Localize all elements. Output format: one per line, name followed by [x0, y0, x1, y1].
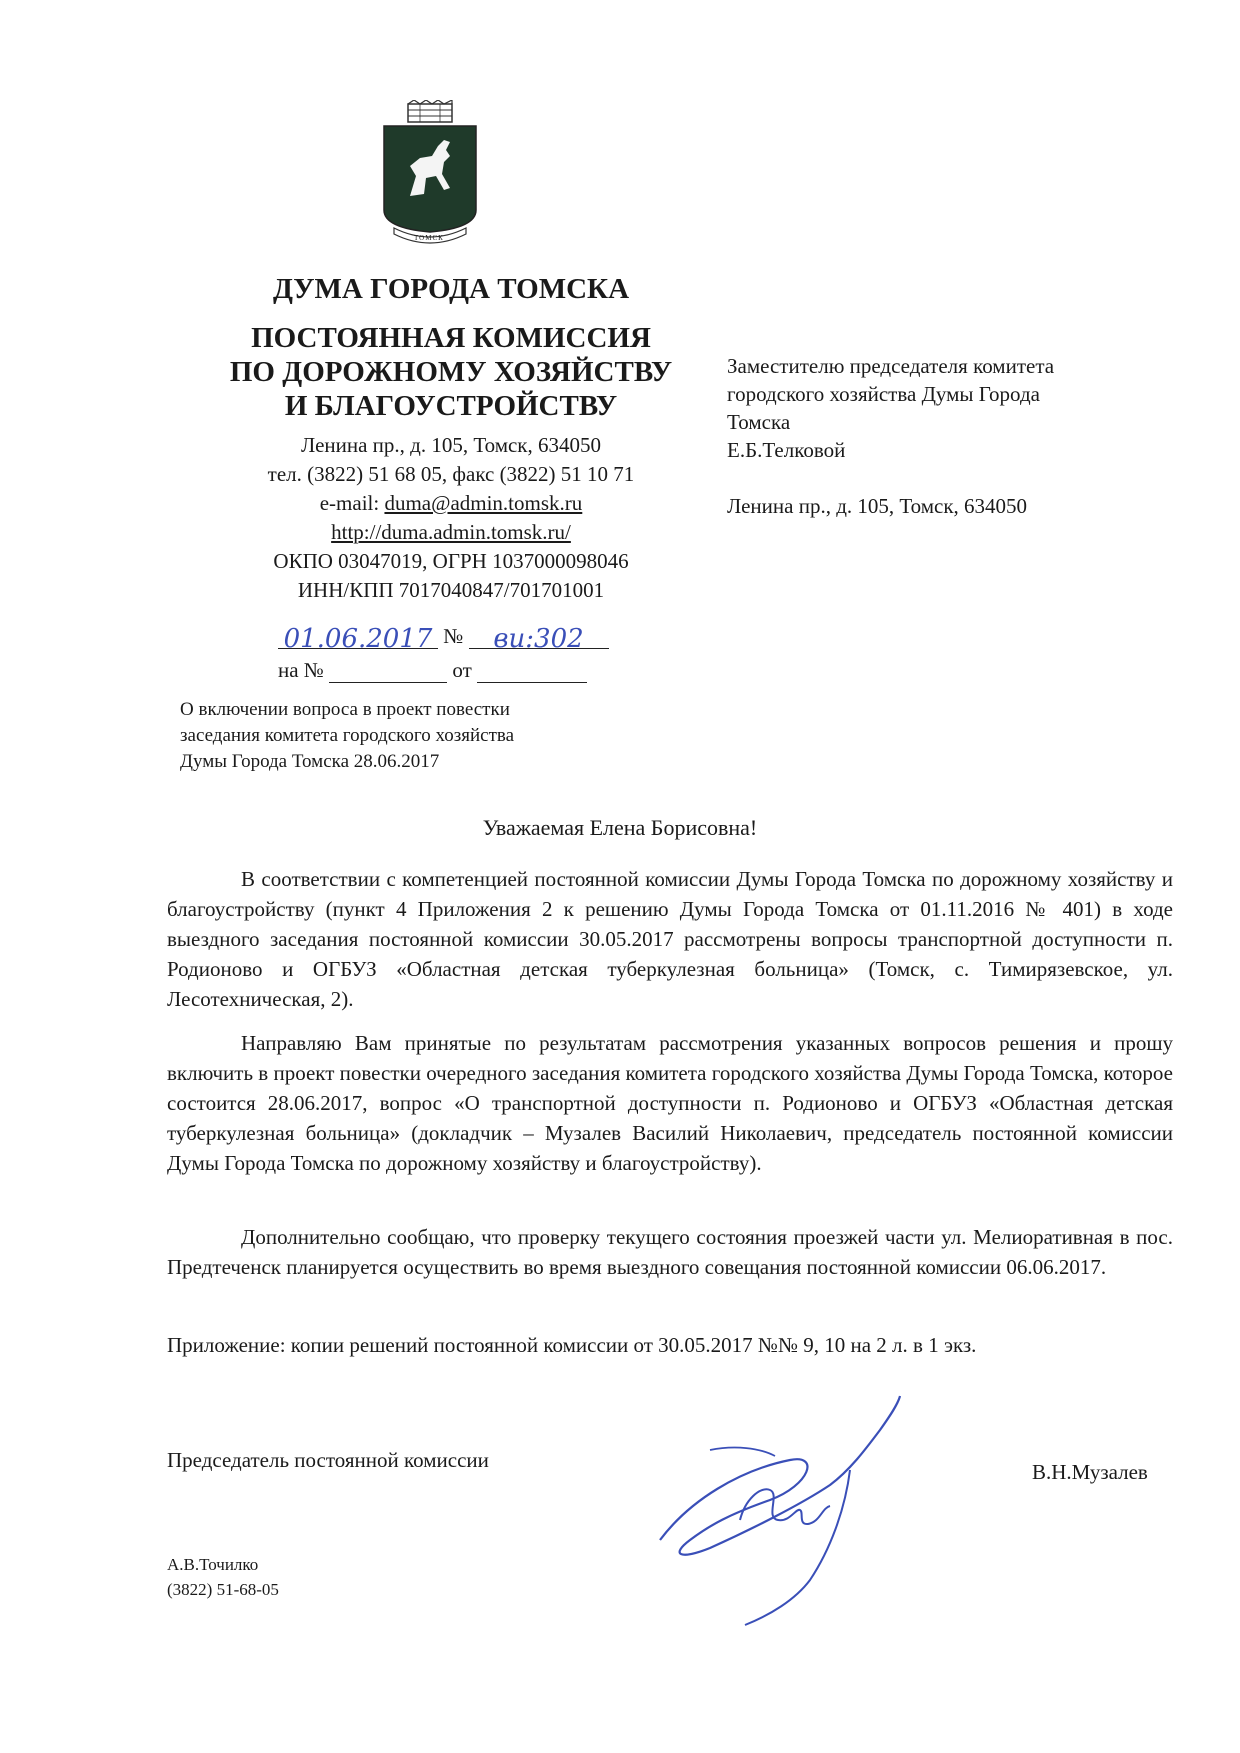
body-paragraph-3: Дополнительно сообщаю, что проверку текущего состояния проезжей части ул. Мелиоративная в пос. Предтеченск планируется осуществить во время выездного совещания постоянной комиссии 06.06.2017. — [167, 1225, 1173, 1279]
sender-address-block — [206, 431, 696, 605]
letter-subject: О включении вопроса в проект повестки заседания комитета городского хозяйства Думы Города Томска 28.06.2017 — [180, 699, 515, 772]
recipient-name: Е.Б.Телковой — [727, 438, 846, 462]
executor-phone: (3822) 51-68-05 — [167, 1580, 279, 1599]
recipient-address: Ленина пр., д. 105, Томск, 634050 — [727, 494, 1028, 518]
organization-title: ДУМА ГОРОДА ТОМСКА — [272, 273, 630, 305]
signatory-name: В.Н.Музалев — [1032, 1460, 1148, 1484]
sender-phone: тел. (3822) 51 68 05, факс (3822) 51 10 71 — [267, 462, 635, 486]
body-paragraph-2: Направляю Вам принятые по результатам рассмотрения указанных вопросов решения и прошу включить в проект повестки очередного заседания комитета городского хозяйства Думы Города Томска, которое состоится 28.06.2017, вопрос «О транспортной доступности п. Родионово и ОГБУЗ «Областная детская туберкулезная больница» (докладчик – Музалев Василий Николаевич, председатель постоянной комиссии Думы Города Томска по дорожному хозяйству и благоустройству). — [167, 1031, 1173, 1175]
recipient-block: Заместителю председателя комитета городского хозяйства Думы Города Томска Е.Б.Телковой Ленина пр., д. 105, Томск, 634050 — [727, 354, 1055, 518]
commission-title: ПОСТОЯННАЯ КОМИССИЯ ПО ДОРОЖНОМУ ХОЗЯЙСТВУ И БЛАГОУСТРОЙСТВУ — [229, 322, 673, 422]
reference-from-label: от — [452, 658, 472, 682]
registration-line — [278, 624, 609, 654]
body-paragraph-1: В соответствии с компетенцией постоянной комиссии Думы Города Томска по дорожному хозяйству и благоустройству (пункт 4 Приложения 2 к решению Думы Города Томска от 01.11.2016 № 401) в ходе выездного заседания постоянной комиссии 30.05.2017 рассмотрены вопросы транспортной доступности п. Родионово и ОГБУЗ «Областная детская туберкулезная больница» (Томск, с. Тимирязевское, ул. Лесотехническая, 2). — [167, 867, 1173, 1011]
inn-line: ИНН/КПП 7017040847/701701001 — [297, 578, 605, 602]
okpo-line: ОКПО 03047019, ОГРН 1037000098046 — [273, 549, 629, 573]
sender-address: Ленина пр., д. 105, Томск, 634050 — [300, 433, 602, 457]
reference-line — [278, 658, 587, 683]
signatory-position: Председатель постоянной комиссии — [167, 1448, 489, 1472]
website-link[interactable]: http://duma.admin.tomsk.ru/ — [331, 520, 571, 544]
coat-ribbon-text: ТОМСК — [414, 234, 444, 242]
email-link[interactable]: duma@admin.tomsk.ru — [384, 491, 583, 515]
attachment-line: Приложение: копии решений постоянной комиссии от 30.05.2017 №№ 9, 10 на 2 л. в 1 экз. — [167, 1333, 977, 1357]
sender-email-line: e-mail: duma@admin.tomsk.ru — [319, 491, 583, 515]
reg-number: ви:302 — [469, 624, 609, 649]
handwritten-signature-icon — [650, 1390, 910, 1630]
tomsk-coat-of-arms-icon — [380, 100, 480, 250]
executor-name: А.В.Точилко — [167, 1555, 259, 1574]
reference-number-label: на № — [278, 658, 324, 682]
reg-number-label: № — [443, 624, 464, 648]
reg-date: 01.06.2017 — [278, 624, 438, 649]
greeting: Уважаемая Елена Борисовна! — [482, 815, 758, 840]
executor-block — [167, 1552, 279, 1602]
